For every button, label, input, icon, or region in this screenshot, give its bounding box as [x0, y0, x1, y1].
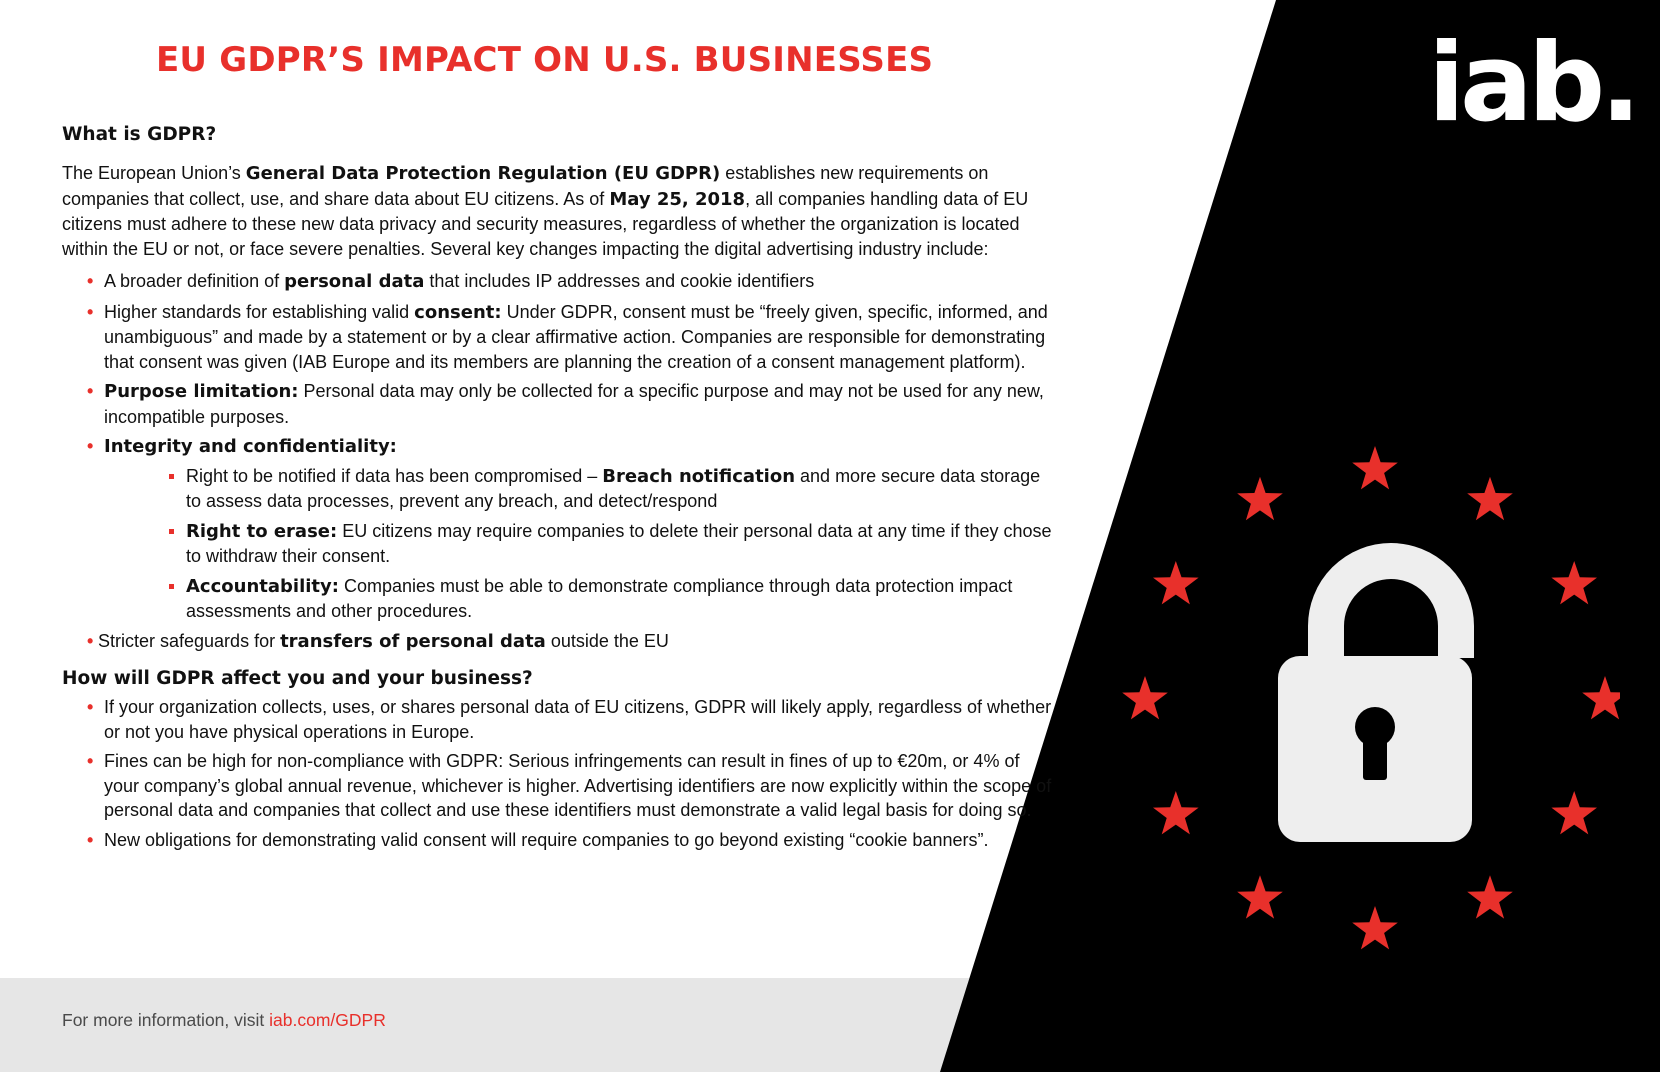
integrity-sub-list: [104, 464, 1052, 624]
intro-bold-date: May 25, 2018: [609, 188, 746, 210]
star-icon: [1153, 561, 1199, 604]
section-heading-business-impact: How will GDPR affect you and your business?: [62, 668, 533, 689]
bullet-dot: •: [87, 751, 94, 771]
lock-icon: [1278, 561, 1472, 842]
square-bullet: [169, 529, 174, 534]
star-icon: [1467, 875, 1513, 918]
intro-bold-regulation: General Data Protection Regulation (EU GDPR): [245, 163, 721, 184]
list-item-personal-data: [62, 269, 1052, 295]
item-bold: Accountability:: [186, 575, 339, 597]
item-text: and more secure data storage to assess data processes, prevent any breach, and detect/respond: [186, 465, 1041, 511]
star-icon: [1153, 791, 1199, 834]
star-icon: [1237, 477, 1283, 520]
bullet-dot: •: [87, 381, 94, 401]
footer-text: For more information, visit: [62, 1010, 270, 1030]
item-text: Higher standards for establishing valid: [104, 301, 415, 322]
star-icon: [1237, 875, 1283, 918]
intro-text-2: establishes new requirements on companies that collect, use, and share data about EU citizens. As of: [62, 163, 989, 209]
bullet-dot: •: [87, 271, 94, 291]
star-icon: [1551, 561, 1597, 604]
key-changes-list: [62, 269, 1052, 654]
list-item-consent-obligations: [62, 828, 1052, 853]
item-bold: Breach notification: [602, 465, 796, 487]
iab-logo: iab.: [1428, 21, 1637, 146]
item-bold: Purpose limitation:: [104, 381, 299, 402]
item-text: Companies must be able to demonstrate compliance through data protection impact assessments and other procedures.: [186, 575, 1013, 621]
item-bold: personal data: [284, 271, 425, 292]
item-text: New obligations for demonstrating valid consent will require companies to go beyond existing “cookie banners”.: [104, 829, 989, 850]
list-item-fines: [62, 749, 1052, 823]
bullet-dot: •: [87, 436, 94, 456]
list-item-integrity: [62, 434, 1052, 624]
list-item-purpose-limitation: [62, 379, 1052, 429]
item-text: EU citizens may require companies to delete their personal data at any time if they chose to withdraw their consent.: [186, 520, 1052, 566]
list-item-transfers: [62, 629, 1052, 655]
star-icon: [1352, 906, 1398, 949]
footer-info: [62, 1010, 386, 1031]
footer-link-iab-gdpr[interactable]: iab.com/GDPR: [269, 1010, 386, 1030]
sub-item-accountability: [104, 574, 1052, 624]
item-text: Stricter safeguards for: [98, 630, 281, 651]
square-bullet: [169, 584, 174, 589]
bullet-dot: •: [87, 630, 94, 651]
item-text: that includes IP addresses and cookie identifiers: [424, 271, 815, 291]
page-title: EU GDPR’S IMPACT ON U.S. BUSINESSES: [156, 40, 934, 80]
list-item-consent: [62, 300, 1052, 375]
intro-text-3: , all companies handling data of EU citizens must adhere to these new data privacy and security measures, regardless of whether the organization is located within the EU or not, or face severe penalties. Several key changes impacting the digital advertising industry include:: [62, 188, 1029, 259]
item-text: outside the EU: [545, 630, 669, 651]
bullet-dot: •: [87, 697, 94, 717]
item-text: If your organization collects, uses, or shares personal data of EU citizens, GDPR will likely apply, regardless of whether or not you have physical operations in Europe.: [104, 697, 1052, 742]
item-bold: Right to erase:: [186, 520, 338, 542]
section-heading-what-is-gdpr: What is GDPR?: [62, 124, 217, 145]
star-icon: [1352, 446, 1398, 489]
star-icon: [1122, 676, 1168, 719]
bullet-dot: •: [87, 829, 94, 850]
sub-item-breach-notification: [104, 464, 1052, 514]
list-item-applicability: [62, 695, 1052, 744]
gdpr-lock-illustration: [1100, 420, 1620, 960]
sub-item-right-to-erase: [104, 519, 1052, 569]
item-text: Personal data may only be collected for a specific purpose and may not be used for any new, incompatible purposes.: [104, 381, 1044, 427]
item-text: Under GDPR, consent must be “freely given, specific, informed, and unambiguous” and made by a statement or by a clear affirmative action. Companies are responsible for demonstrating that consent was given (IAB Europe and its members are planning the creation of a consent management platform).: [104, 301, 1048, 372]
item-text: A broader definition of: [104, 271, 285, 291]
star-icon: [1582, 676, 1620, 719]
item-bold: transfers of personal data: [280, 630, 546, 652]
intro-text-1: The European Union’s: [62, 163, 246, 183]
star-icon: [1467, 477, 1513, 520]
main-content: [62, 124, 1052, 857]
bullet-dot: •: [87, 301, 94, 322]
item-text: Right to be notified if data has been compromised –: [186, 465, 603, 486]
item-text: Fines can be high for non-compliance with GDPR: Serious infringements can result in fines of up to €20m, or 4% of your company’s global annual revenue, whichever is higher. Advertising identifiers are now explicitly within the scope of personal data and companies that collect and use these identifiers must demonstrate a valid legal basis for doing so.: [104, 751, 1052, 820]
intro-paragraph: [62, 161, 1052, 261]
item-bold: consent:: [414, 301, 502, 323]
square-bullet: [169, 474, 174, 479]
star-icon: [1551, 791, 1597, 834]
business-impact-list: [62, 695, 1052, 852]
item-bold: Integrity and confidentiality:: [104, 436, 397, 457]
